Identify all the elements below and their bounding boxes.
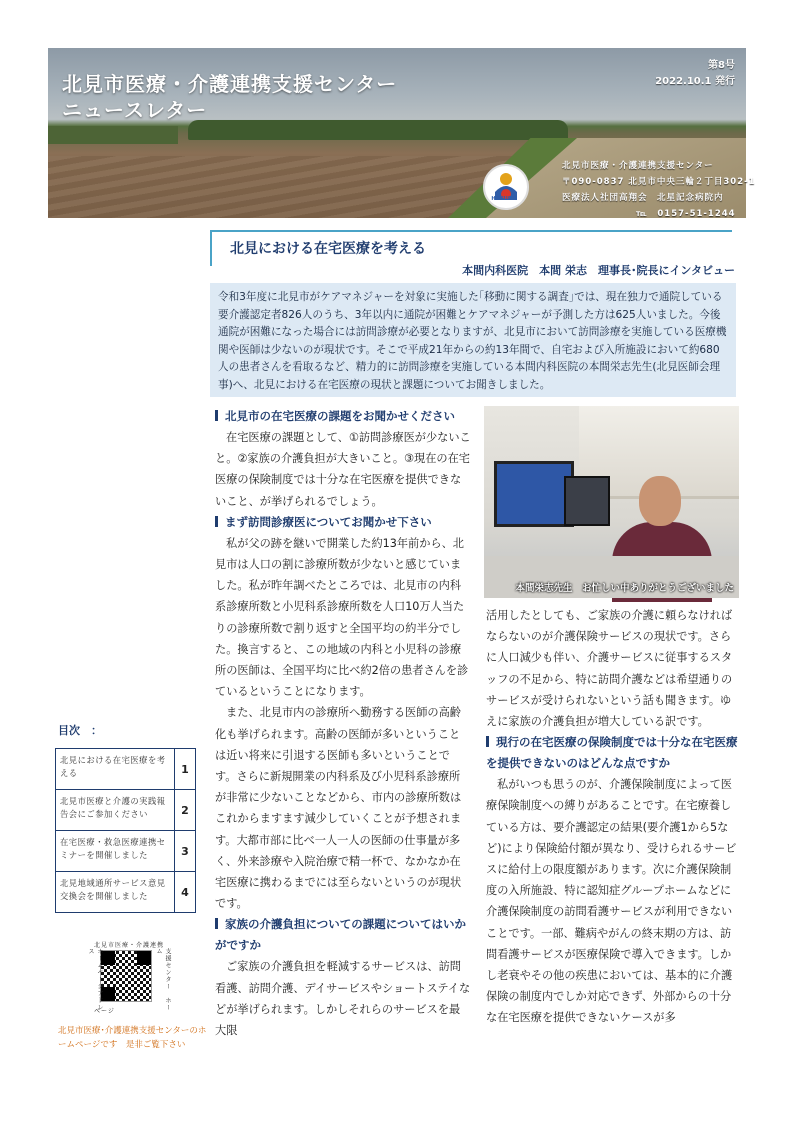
toc-item[interactable] [56, 872, 195, 912]
answer-paragraph-2a: 私が父の跡を継いで開業した約13年前から、北見市は人口の割に診療所数が少ないと感じていました。私が昨年調べたところでは、北見市の内科系診療所数と小児科系診療所数を人口10万人当たりの診療所数で割り返すと全国平均の約半分でした。換言すると、この地域の内科と小児科の診療所の医師は、全国平均に比べ約2倍の患者さんを診ているということになります。 [215, 536, 469, 699]
banner-treeline-left [48, 126, 178, 144]
answer-paragraph-2b: また、北見市内の診療所へ勤務する医師の高齢化も挙げられます。高齢の医師が多いということは近い将来に引退する医師も多いということです。さらに新規開業の内科系及び小児科系診療所が非常に少ないことなどから、市内の診療所数はこれからますます減少していくことが予想されます。大都市部に比べ一人一人の医師の仕事量が多く、外来診療や入院治療で精一杯で、なかなか在宅医療に携わるまでには至らないというのが現状です。 [215, 706, 462, 911]
banner-treeline [188, 120, 568, 140]
center-name: 北見市医療・介護連携支援センター [562, 161, 714, 171]
article-title: 北見における在宅医療を考える [230, 241, 426, 257]
answer-paragraph-4: 私がいつも思うのが、介護保険制度によって医療保険制度への縛りがあることです。在宅療養している方は、要介護認定の結果(要介護1から5など)により保険給付額が異なり、受けられるサービスに給付上の限度額があります。次に介護保険制度の入所施設、特に認知症グループホームなどに介護保険制度の訪問看護サービスが利用できないことです。一部、難病やがんの終末期の方は、訪問看護サービスが医療保険で導入できます。しかし老衰やその他の疾患においては、基本的に介護保険の制度内でしか対応できず、外部からの十分な在宅医療を提供できないケースが多 [486, 778, 737, 1025]
center-org: 医療法人社団高翔会 北星記念病院内 [562, 193, 724, 203]
question-heading-3 [215, 914, 471, 956]
answer-paragraph-3: ご家族の介護負担を軽減するサービスは、訪問看護、訪問介護、デイサービスやショートステイなどが挙げられます。しかしそれらのサービスを最大限 [215, 960, 471, 1038]
article-column-left [215, 406, 471, 1038]
interview-photo [484, 406, 739, 598]
heading-bar-icon [215, 918, 218, 929]
intro-box: 令和3年度に北見市がケアマネジャーを対象に実施した｢移動に関する調査｣では、現在独力で通院している要介護認定者826人のうち、3年以内に通院が困難とケアマネジャーが予測した方は625人いました。今後通院が困難になった場合には訪問診療が必要となりますが、北見市において訪問診療を実施している医療機関や医師は少ないのが現状です。そこで平成21年からの約13年間で、自宅および入所施設において約680人の患者さんを看取るなど、精力的に訪問診療を実施している本間内科医院の本間栄志先生(北見医師会理事)へ、北見における在宅医療の現状と課題についてお聞きしました。 [210, 283, 736, 397]
question-heading-1 [215, 406, 471, 427]
toc-item-page: 4 [181, 885, 189, 899]
answer-paragraph-1: 在宅医療の課題として、①訪問診療医が少ないこと。②家族の介護負担が大きいこと。③現在の在宅医療の保険制度では十分な在宅医療を提供できないこと、が挙げられるでしょう。 [215, 431, 471, 508]
article-column-right [486, 605, 738, 1029]
answer-paragraph-3-cont: 活用したとしても、ご家族の介護に頼らなければならないのが介護保険サービスの現状です。さらに人口減少も伴い、介護サービスに従事するスタッフの不足から、特に訪問介護などは希望通りのサービスが受けられないという話も聞きます。ゆえに家族の介護負担が増大している訳です。 [486, 609, 733, 729]
photo-caption: 本間栄志先生 お忙しい中ありがとうございました [515, 583, 734, 594]
photo-monitor-2 [564, 476, 610, 526]
photo-monitor [494, 461, 574, 527]
question-heading-2 [215, 512, 471, 533]
hokusei-logo [483, 164, 529, 210]
toc-item-page: 1 [181, 762, 189, 776]
issue-date: 2022.10.1 発行 [655, 76, 735, 87]
newsletter-title-line1: 北見市医療・介護連携支援センター [62, 72, 398, 96]
article-subtitle: 本間内科医院 本間 栄志 理事長･院長にインタビュー [462, 264, 735, 277]
title-rule-left [210, 230, 212, 266]
toc-item[interactable] [56, 749, 195, 790]
toc-item[interactable] [56, 831, 195, 872]
qr-bottom-text: ページ [94, 1008, 115, 1015]
question-2-text: まず訪問診療医についてお聞かせ下さい [225, 514, 432, 529]
hokusei-logo-text: HOKUSEI [491, 196, 517, 202]
heading-bar-icon [486, 736, 489, 747]
toc-item-page: 3 [181, 844, 189, 858]
question-4-text: 現行の在宅医療の保険制度では十分な在宅医療を提供できないのはどんな点ですか [486, 735, 738, 771]
qr-top-text: 北見市医療・介護連携 [94, 942, 165, 949]
toc-item-text: 北見における在宅医療を考える [56, 749, 175, 789]
photo-doctor-head [639, 476, 681, 526]
toc-item-text: 北見地域通所サービス意見交換会を開催しました [56, 872, 175, 912]
qr-block[interactable] [86, 940, 172, 1016]
toc-item-text: 在宅医療・救急医療連携セミナーを開催しました [56, 831, 175, 871]
qr-right-text: 支援センター ホーム [155, 948, 171, 1011]
toc-item-text: 北見市医療と介護の実践報告会にご参加ください [56, 790, 175, 830]
toc-label: 目次 ： [58, 724, 102, 737]
qr-code-icon[interactable] [100, 950, 152, 1002]
question-3-text: 家族の介護負担についての課題についてはいかがですか [215, 917, 467, 953]
question-heading-4 [486, 732, 738, 774]
issue-number: 第8号 [708, 60, 735, 71]
newsletter-title-line2: ニュースレター [62, 98, 208, 122]
toc-item-page: 2 [181, 803, 189, 817]
question-1-text: 北見市の在宅医療の課題をお聞かせください [225, 409, 455, 423]
table-of-contents [55, 748, 196, 913]
center-tel: ℡ 0157-51-1244 [636, 209, 736, 219]
toc-item[interactable] [56, 790, 195, 831]
qr-left-text: ホームページアドレス [87, 948, 103, 1011]
center-address: 〒090-0837 北見市中央三輪２丁目302-1 [562, 177, 756, 187]
heading-bar-icon [215, 516, 218, 527]
heading-bar-icon [215, 410, 218, 421]
title-rule [210, 230, 732, 232]
qr-caption: 北見市医療･介護連携支援センターのホームページです 是非ご覧下さい [58, 1026, 207, 1050]
